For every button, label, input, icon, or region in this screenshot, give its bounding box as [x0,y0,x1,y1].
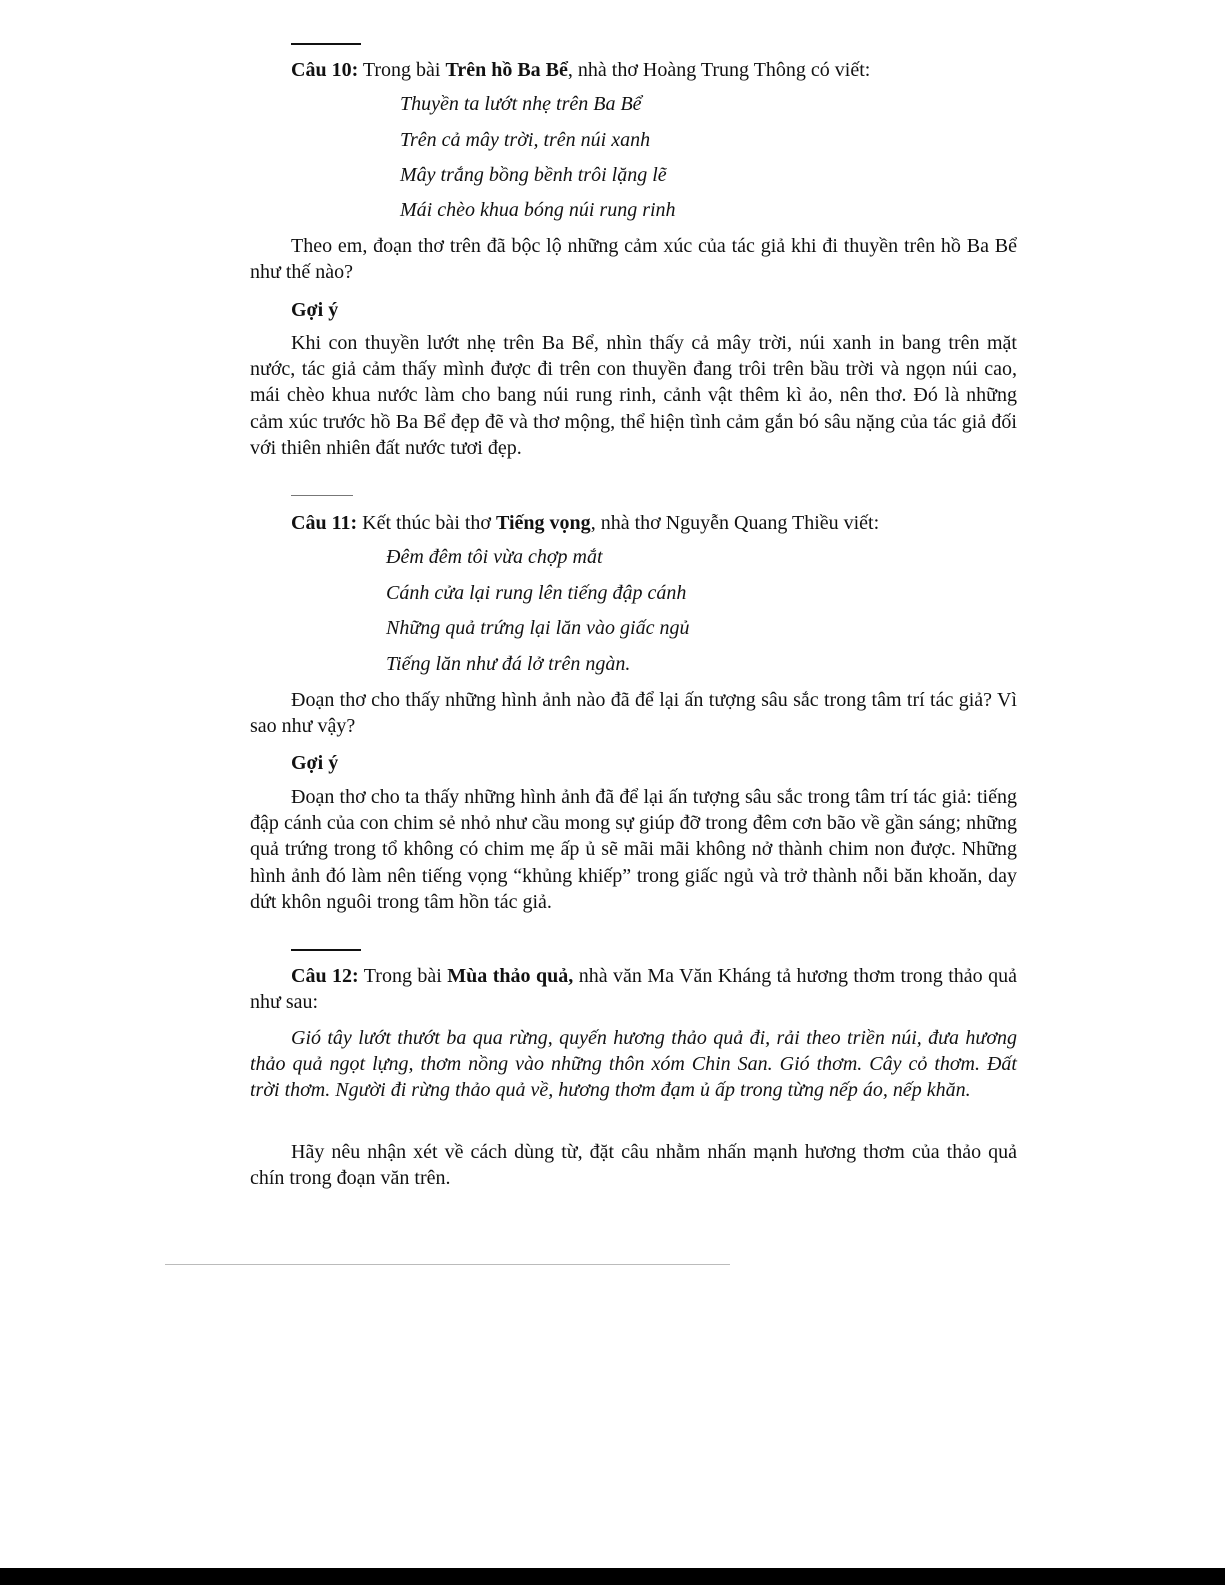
poem-line: Trên cả mây trời, trên núi xanh [400,129,651,151]
hint-heading: Gợi ý [291,752,339,774]
poem-line: Đêm đêm tôi vừa chợp mắt [386,546,603,568]
question-separator [291,949,361,951]
hint-heading: Gợi ý [291,299,339,321]
hint-11-text: Đoạn thơ cho ta thấy những hình ảnh đã để lại ấn tượng sâu sắc trong tâm trí tác giả: tiếng đập cánh của con chim sẻ nhỏ như cầu mong sự giúp đỡ trong đêm cơn bão về gần sáng; những quả trứng trong tổ không có chim mẹ ấp ủ sẽ mãi mãi không nở thành chim non được. Những hình ảnh đó làm nên tiếng vọng “khủng khiếp” trong giấc ngủ và trở thành nỗi băn khoăn, day dứt khôn nguôi trong tâm hồn tác giả. [250,786,1017,913]
question-separator [291,43,361,45]
prose-quote: Gió tây lướt thướt ba qua rừng, quyến hương thảo quả đi, rải theo triền núi, đưa hương thảo quả ngọt lựng, thơm nồng vào những thôn xóm Chin San. Gió thơm. Cây cỏ thơm. Đất trời thơm. Người đi rừng thảo quả về, hương thơm đạm ủ ấp trong từng nếp áo, nếp khăn. [250,1027,1017,1102]
question-label: Câu 10: [291,59,359,81]
poem-line: Cánh cửa lại rung lên tiếng đập cánh [386,582,687,604]
bottom-bar [0,1568,1225,1585]
poem-line: Mây trắng bồng bềnh trôi lặng lẽ [400,164,667,186]
poem-line: Những quả trứng lại lăn vào giấc ngủ [386,617,690,639]
hint-10-text: Khi con thuyền lướt nhẹ trên Ba Bể, nhìn thấy cả mây trời, núi xanh in bang trên mặt nước, tác giả cảm thấy mình được đi trên con thuyền đang trôi trên bầu trời và ngọn núi cao, mái chèo khua nước làm cho bang núi rung rinh, cảnh vật thêm kì ảo, nên thơ. Đó là những cảm xúc trước hồ Ba Bể đẹp đẽ và thơ mộng, thể hiện tình cảm gắn bó sâu nặng của tác giả đối với thiên nhiên đất nước tươi đẹp. [250,332,1017,459]
question-separator [291,495,353,496]
question-11-text: Đoạn thơ cho thấy những hình ảnh nào đã để lại ấn tượng sâu sắc trong tâm trí tác giả? Vì sao như vậy? [250,689,1017,738]
poem-title: Tiếng vọng [496,512,591,534]
question-10-text: Theo em, đoạn thơ trên đã bộc lộ những cảm xúc của tác giả khi đi thuyền trên hồ Ba Bể như thế nào? [250,235,1017,284]
poem-line: Thuyền ta lướt nhẹ trên Ba Bể [400,93,642,115]
question-12-heading: Câu 12: Trong bài Mùa thảo quả, nhà văn Ma Văn Kháng tả hương thơm trong thảo quả như sau: [250,965,1017,1014]
question-label: Câu 11: [291,512,358,534]
footer-divider [165,1264,730,1265]
poem-line: Mái chèo khua bóng núi rung rinh [400,199,676,221]
question-11-heading: Câu 11: Kết thúc bài thơ Tiếng vọng, nhà thơ Nguyễn Quang Thiều viết: [291,512,880,534]
question-label: Câu 12: [291,965,359,987]
question-10-heading: Câu 10: Trong bài Trên hồ Ba Bể, nhà thơ Hoàng Trung Thông có viết: [291,59,871,81]
poem-title: Trên hồ Ba Bể [445,59,568,81]
poem-line: Tiếng lăn như đá lở trên ngàn. [386,653,631,675]
question-12-text: Hãy nêu nhận xét về cách dùng từ, đặt câu nhằm nhấn mạnh hương thơm của thảo quả chín trong đoạn văn trên. [250,1141,1017,1190]
prose-title: Mùa thảo quả, [447,965,574,987]
